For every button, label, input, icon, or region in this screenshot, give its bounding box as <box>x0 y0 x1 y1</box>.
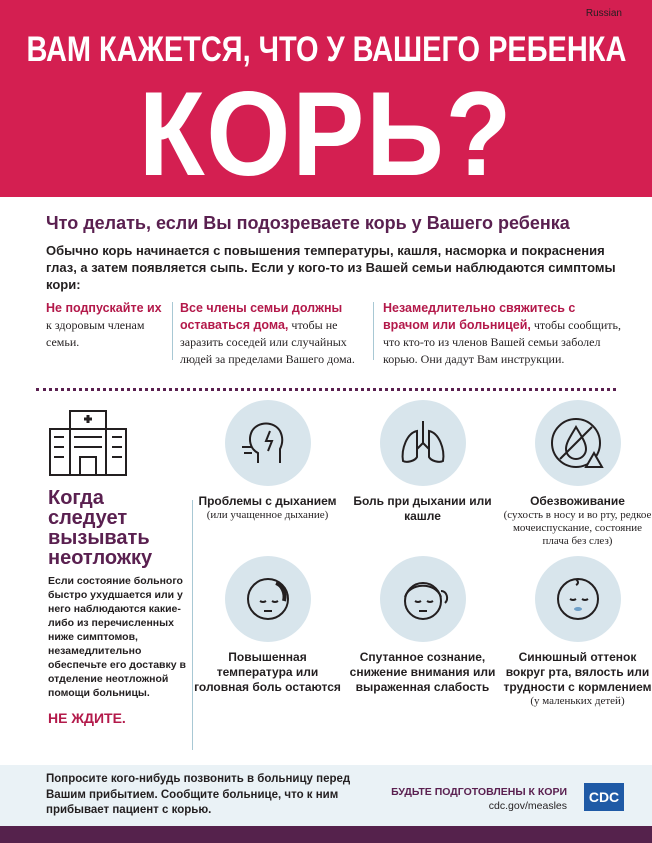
divider <box>172 302 173 360</box>
advice-text: чтобы сообщить, что кто-то из членов Вашей семьи заболел корью. Они дадут Вам инструкции. <box>383 318 621 366</box>
advice-bold: Не подпускайте их <box>46 301 162 315</box>
fever-icon <box>225 556 311 642</box>
infant-icon <box>535 556 621 642</box>
slogan: БУДЬТЕ ПОДГОТОВЛЕНЫ К КОРИ <box>391 786 567 798</box>
symptom-confusion <box>345 556 500 695</box>
symptom-title: Спутанное сознание, снижение внимания или выраженная слабость <box>349 650 496 694</box>
title-line1: ВАМ КАЖЕТСЯ, ЧТО У ВАШЕГО РЕБЕНКА <box>26 30 626 69</box>
symptom-pain <box>345 400 500 524</box>
title-line1-wrap <box>0 30 652 72</box>
symptom-title: Проблемы с дыханием <box>198 494 337 508</box>
dehydration-icon <box>535 400 621 486</box>
breathing-icon <box>225 400 311 486</box>
bottom-bar <box>0 826 652 843</box>
advice-bold: Все члены семьи должны оставаться дома, <box>180 301 343 332</box>
symptom-fever <box>190 556 345 695</box>
cdc-logo: CDC <box>584 783 624 811</box>
advice-text: чтобы не заразить соседей или случайных людей за пределами Вашего дома. <box>180 318 355 366</box>
footer <box>0 765 652 826</box>
intro-text: Обычно корь начинается с повышения температуры, кашля, насморка и покраснения глаз, а затем появляется сыпь. Если у кого-то из Вашей семьи наблюдаются симптомы кори: <box>46 243 616 292</box>
hospital-icon <box>48 407 128 477</box>
advice-text: к здоровым членам семьи. <box>46 318 145 349</box>
advice-bold: Незамедлительно свяжитесь с врачом или больницей, <box>383 301 576 332</box>
symptom-dehydration <box>500 400 652 548</box>
symptom-title: Обезвоживание <box>530 494 625 508</box>
subtitle: Что делать, если Вы подозреваете корь у Вашего ребенка <box>46 213 570 233</box>
dotted-divider <box>36 388 616 391</box>
language-label: Russian <box>585 8 622 19</box>
lungs-icon <box>380 400 466 486</box>
symptom-grid <box>190 400 652 708</box>
advice-column-2 <box>180 300 366 368</box>
symptom-infant <box>500 556 652 708</box>
header <box>0 0 652 201</box>
symptom-title: Синюшный оттенок вокруг рта, вялость или трудности с кормлением <box>503 650 652 694</box>
advice-column-3 <box>383 300 623 368</box>
emergency-text: Если состояние больного быстро ухудшается или у него наблюдаются какие-либо из перечисленных ниже симптомов, незамедлительно обеспечьте его доставку в отделение неотложной помощи больницы. <box>48 575 186 699</box>
symptom-note: (сухость в носу и во рту, редкое мочеиспускание, состояние плача без слез) <box>503 509 652 547</box>
footer-text: Попросите кого-нибудь позвонить в больницу перед Вашим прибытием. Сообщите больнице, что к ним прибывает пациент с корью. <box>46 773 351 816</box>
symptom-breathing <box>190 400 345 522</box>
symptom-title: Боль при дыхании или кашле <box>353 494 492 523</box>
do-not-wait: НЕ ЖДИТЕ. <box>48 710 126 726</box>
emergency-panel <box>48 488 186 726</box>
emergency-title: Когда следует вызывать неотложку <box>48 487 153 569</box>
symptom-note: (у маленьких детей) <box>530 695 625 707</box>
title-line2: КОРЬ? <box>138 67 514 201</box>
symptom-note: (или учащенное дыхание) <box>206 509 329 521</box>
confusion-icon <box>380 556 466 642</box>
measles-link[interactable]: cdc.gov/measles <box>488 800 567 812</box>
advice-column-1 <box>46 300 168 351</box>
divider <box>373 302 374 360</box>
symptom-title: Повышенная температура или головная боль остаются <box>194 650 341 694</box>
